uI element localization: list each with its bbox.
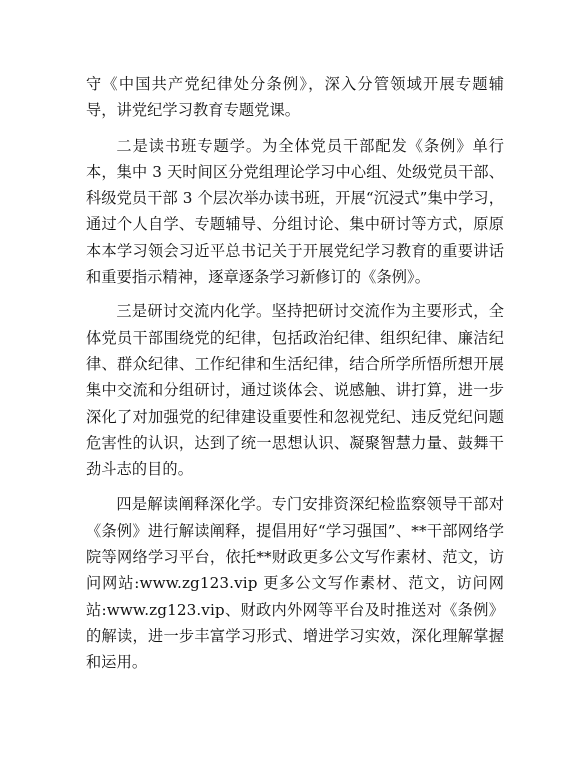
paragraph-interpretation: 四是解读阐释深化学。专门安排资深纪检监察领导干部对《条例》进行解读阐释，提倡用好“学习强国”、**干部网络学院等网络学习平台，依托**财政更多公文写作素材、范文，访问网站:www.zg123.vip 更多公文写作素材、范文，访问网站:www.zg123.vip、财政内外网等平台及时推送对《条例》的解读，进一步丰富学习形式、增进学习实效，深化理解掌握和运用。 (86, 495, 504, 672)
paragraph-continuation: 守《中国共产党纪律处分条例》，深入分管领域开展专题辅导，讲党纪学习教育专题党课。 (86, 75, 504, 120)
paragraph-reading-class: 二是读书班专题学。为全体党员干部配发《条例》单行本，集中 3 天时间区分党组理论学习中心组、处级党员干部、科级党员干部 3 个层次举办读书班，开展“沉浸式”集中学习，通过个人自学、专题辅导、分组讨论、集中研讨等方式，原原本本学习领会习近平总书记关于开展党纪学习教育的重要讲话和重要指示精神，逐章逐条学习新修订的《条例》。 (86, 136, 504, 287)
document-body (86, 71, 504, 676)
paragraph-discussion: 三是研讨交流内化学。坚持把研讨交流作为主要形式，全体党员干部围绕党的纪律，包括政治纪律、组织纪律、廉洁纪律、群众纪律、工作纪律和生活纪律，结合所学所悟所想开展集中交流和分组研讨，通过谈体会、说感触、讲打算，进一步深化了对加强党的纪律建设重要性和忽视党纪、违反党纪问题危害性的认识，达到了统一思想认识、凝聚智慧力量、鼓舞干劲斗志的目的。 (86, 302, 504, 479)
